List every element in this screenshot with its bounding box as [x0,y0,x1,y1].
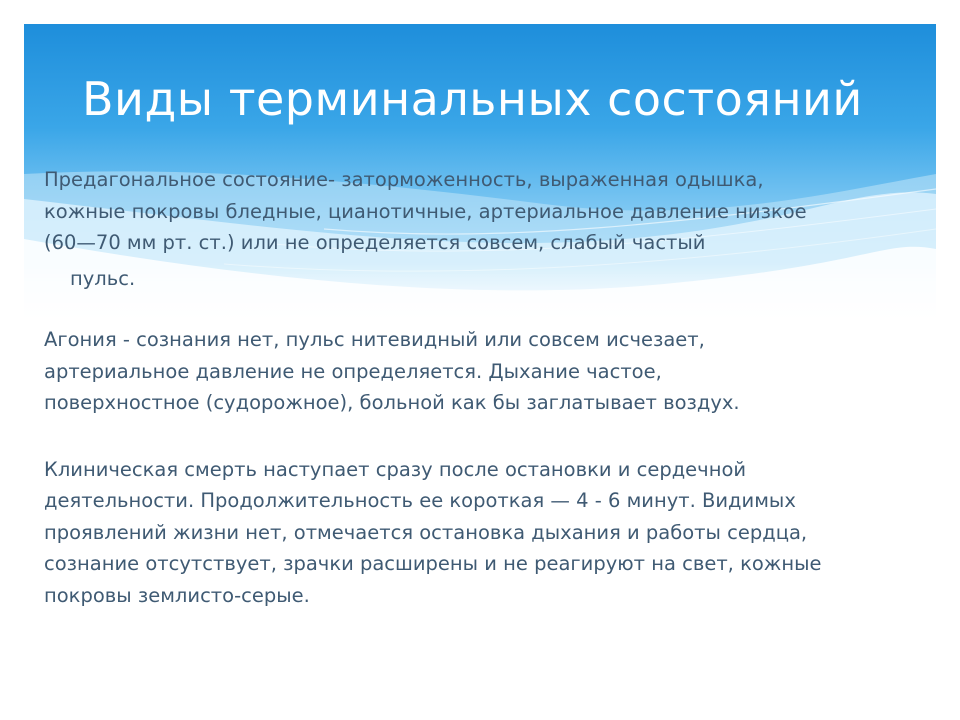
text-line: (60—70 мм рт. ст.) или не определяется совсем, слабый частый [44,231,706,254]
slide-body [44,164,924,611]
paragraph-agony [44,324,924,419]
text-line: Агония - сознания нет, пульс нитевидный или совсем исчезает, [44,328,705,351]
text-line: Клиническая смерть наступает сразу после остановки и сердечной [44,457,747,481]
text-line: Предагональное состояние- заторможенность, выраженная одышка, [44,168,764,191]
text-line: пульс. [70,266,136,290]
text-line: проявлений жизни нет, отмечается остановка дыхания и работы сердца, [44,520,808,544]
paragraph-clinical-death [44,454,924,612]
paragraph-preagonal [44,164,924,294]
slide-title: Виды терминальных состояний [82,72,863,126]
text-line: кожные покровы бледные, цианотичные, артериальное давление низкое [44,199,807,223]
text-line: сознание отсутствует, зрачки расширены и не реагируют на свет, кожные [44,552,822,575]
text-line: артериальное давление не определяется. Дыхание частое, [44,359,662,383]
text-line: покровы землисто-серые. [44,583,310,607]
text-line: деятельности. Продолжительность ее короткая — 4 - 6 минут. Видимых [44,489,796,512]
text-line: поверхностное (судорожное), больной как бы заглатывает воздух. [44,391,740,414]
